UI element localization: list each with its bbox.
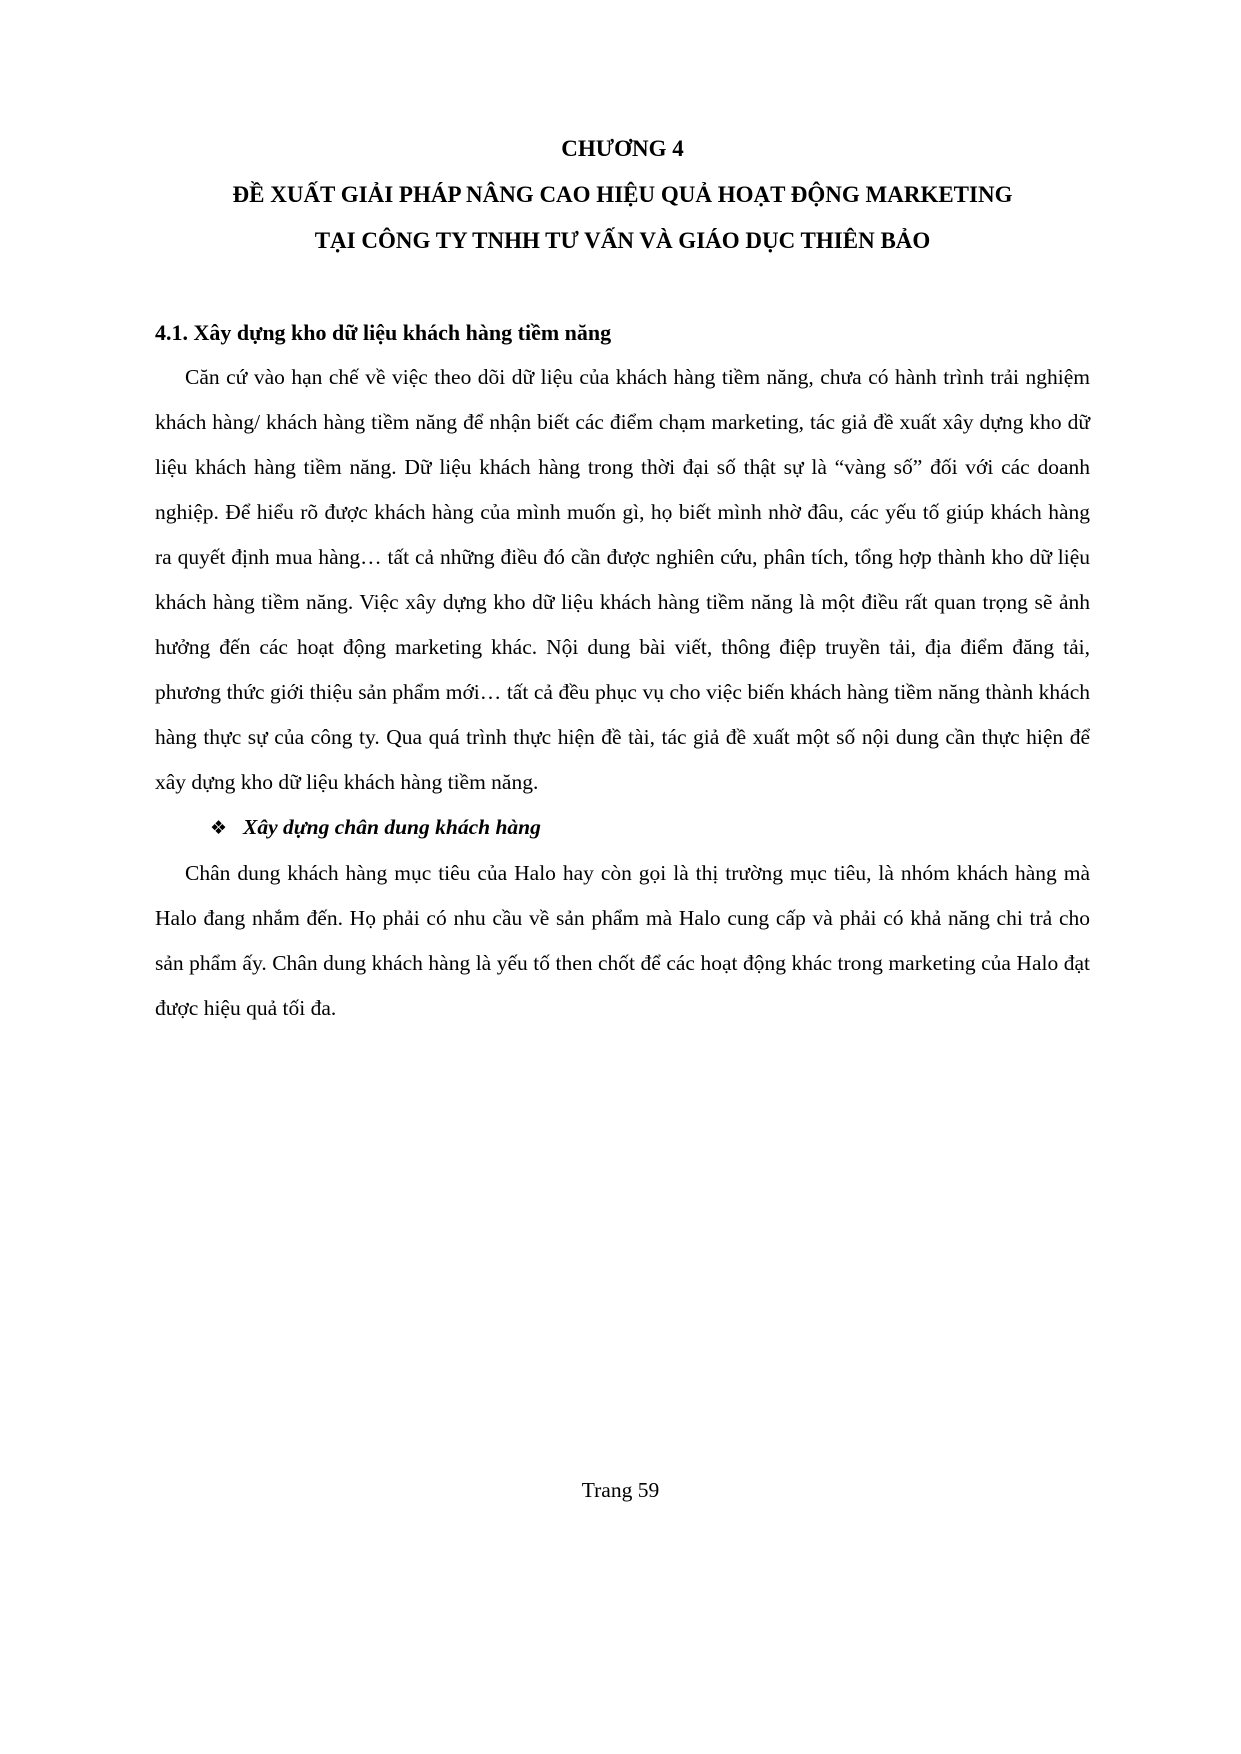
chapter-title-line-1: ĐỀ XUẤT GIẢI PHÁP NÂNG CAO HIỆU QUẢ HOẠT ĐỘNG MARKETING bbox=[232, 182, 1013, 207]
chapter-number: CHƯƠNG 4 bbox=[561, 136, 684, 161]
bullet-item bbox=[155, 805, 1090, 851]
chapter-heading bbox=[155, 126, 1090, 264]
section-heading: 4.1. Xây dựng kho dữ liệu khách hàng tiềm năng bbox=[155, 320, 612, 345]
diamond-bullet-icon: ❖ bbox=[210, 817, 228, 839]
paragraph-2: Chân dung khách hàng mục tiêu của Halo hay còn gọi là thị trường mục tiêu, là nhóm khách hàng mà Halo đang nhắm đến. Họ phải có nhu cầu về sản phẩm mà Halo cung cấp và phải có khả năng chi trả cho sản phẩm ấy. Chân dung khách hàng là yếu tố then chốt để các hoạt động khác trong marketing của Halo đạt được hiệu quả tối đa. bbox=[155, 861, 1090, 1020]
paragraph-1: Căn cứ vào hạn chế về việc theo dõi dữ liệu của khách hàng tiềm năng, chưa có hành trình trải nghiệm khách hàng/ khách hàng tiềm năng để nhận biết các điểm chạm marketing, tác giả đề xuất xây dựng kho dữ liệu khách hàng tiềm năng. Dữ liệu khách hàng trong thời đại số thật sự là “vàng số” đối với các doanh nghiệp. Để hiểu rõ được khách hàng của mình muốn gì, họ biết mình nhờ đâu, các yếu tố giúp khách hàng ra quyết định mua hàng… tất cả những điều đó cần được nghiên cứu, phân tích, tổng hợp thành kho dữ liệu khách hàng tiềm năng. Việc xây dựng kho dữ liệu khách hàng tiềm năng là một điều rất quan trọng sẽ ảnh hưởng đến các hoạt động marketing khác. Nội dung bài viết, thông điệp truyền tải, địa điểm đăng tải, phương thức giới thiệu sản phẩm mới… tất cả đều phục vụ cho việc biến khách hàng tiềm năng thành khách hàng thực sự của công ty. Qua quá trình thực hiện đề tài, tác giả đề xuất một số nội dung cần thực hiện để xây dựng kho dữ liệu khách hàng tiềm năng. bbox=[155, 365, 1090, 794]
chapter-title-line-2: TẠI CÔNG TY TNHH TƯ VẤN VÀ GIÁO DỤC THIÊN BẢO bbox=[314, 228, 931, 253]
bullet-text: Xây dựng chân dung khách hàng bbox=[243, 815, 541, 839]
page-footer: Trang 59 bbox=[581, 1478, 660, 1502]
